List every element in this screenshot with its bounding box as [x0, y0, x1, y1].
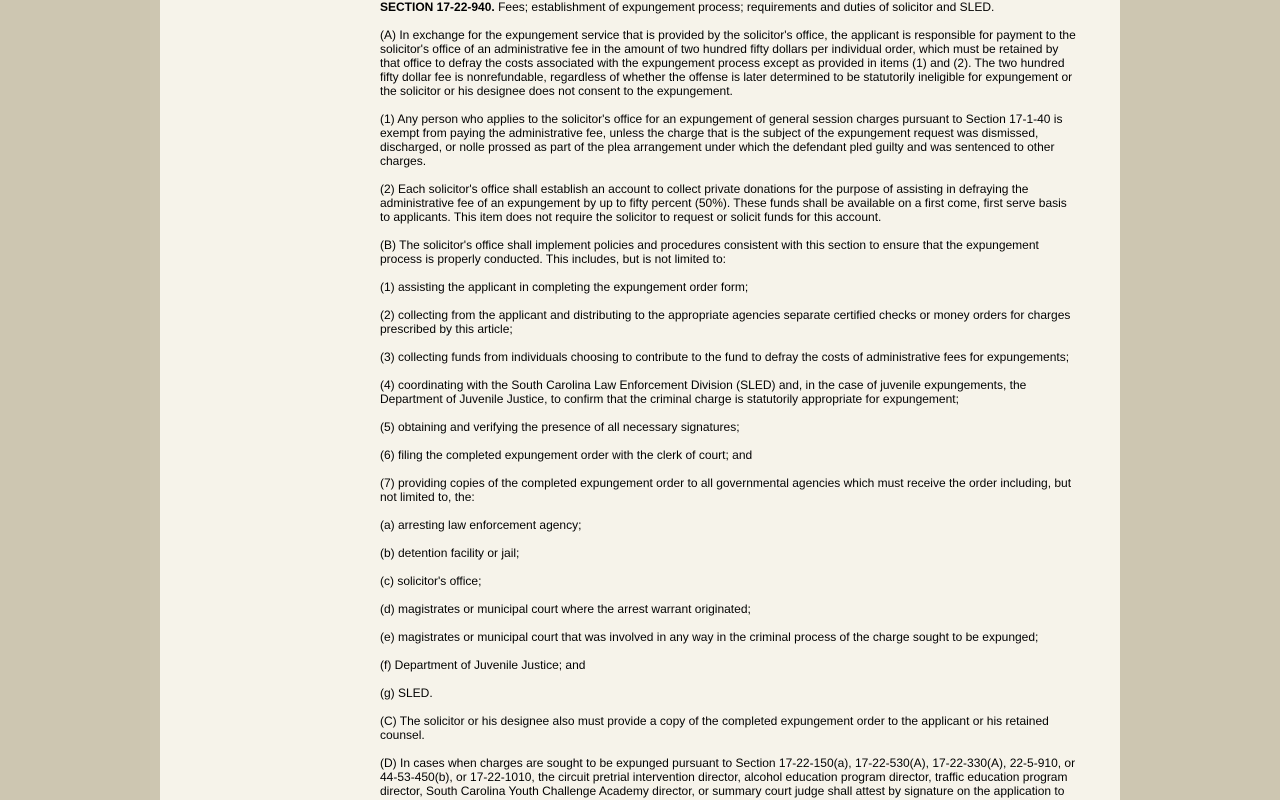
- paragraph-b-7: (7) providing copies of the completed expungement order to all governmental agencies which must receive the order including, but not limited to, the:: [380, 476, 1072, 504]
- paragraph-b-1: (1) assisting the applicant in completing the expungement order form;: [380, 280, 749, 294]
- paragraph-b-7-g: (g) SLED.: [380, 686, 433, 700]
- paragraph-b-2: (2) collecting from the applicant and distributing to the appropriate agencies separate certified checks or money orders for charges prescribed by this article;: [380, 308, 1071, 336]
- paragraph-b-5: (5) obtaining and verifying the presence of all necessary signatures;: [380, 420, 740, 434]
- paragraph-b-7-a: (a) arresting law enforcement agency;: [380, 518, 582, 532]
- paragraph-d: (D) In cases when charges are sought to be expunged pursuant to Section 17-22-150(a), 17-22-530(A), 17-22-330(A), 22-5-910, or 44-53-450(b), or 17-22-1010, the circuit pretrial intervention director, alcohol education program director, traffic education program director, South Carolina Youth Challenge Academy director, or summary court judge shall attest by signature on the application to: [380, 756, 1076, 798]
- paragraph-b-6: (6) filing the completed expungement order with the clerk of court; and: [380, 448, 753, 462]
- paragraph-a: (A) In exchange for the expungement service that is provided by the solicitor's office, the applicant is responsible for payment to the solicitor's office of an administrative fee in the amount of two hundred fifty dollars per individual order, which must be retained by that office to defray the costs associated with the expungement process except as provided in items (1) and (2). The two hundred fifty dollar fee is nonrefundable, regardless of whether the offense is later determined to be statutorily ineligible for expungement or the solicitor or his designee does not consent to the expungement.: [380, 28, 1076, 98]
- paragraph-b-7-e: (e) magistrates or municipal court that was involved in any way in the criminal process of the charge sought to be expunged;: [380, 630, 1039, 644]
- paragraph-b-7-c: (c) solicitor's office;: [380, 574, 482, 588]
- statute-page: [160, 0, 1120, 800]
- paragraph-a-1: (1) Any person who applies to the solicitor's office for an expungement of general session charges pursuant to Section 17-1-40 is exempt from paying the administrative fee, unless the charge that is the subject of the expungement request was dismissed, discharged, or nolle prossed as part of the plea arrangement under which the defendant pled guilty and was sentenced to other charges.: [380, 112, 1063, 168]
- section-heading: [380, 0, 1077, 14]
- paragraph-b-4: (4) coordinating with the South Carolina Law Enforcement Division (SLED) and, in the case of juvenile expungements, the Department of Juvenile Justice, to confirm that the criminal charge is statutorily appropriate for expungement;: [380, 378, 1027, 406]
- section-number: SECTION 17-22-940.: [380, 0, 495, 14]
- paragraph-b-7-d: (d) magistrates or municipal court where the arrest warrant originated;: [380, 602, 751, 616]
- statute-content: [380, 0, 1077, 798]
- paragraph-b: (B) The solicitor's office shall implement policies and procedures consistent with this section to ensure that the expungement process is properly conducted. This includes, but is not limited to:: [380, 238, 1039, 266]
- paragraph-c: (C) The solicitor or his designee also must provide a copy of the completed expungement order to the applicant or his retained counsel.: [380, 714, 1049, 742]
- paragraph-b-3: (3) collecting funds from individuals choosing to contribute to the fund to defray the costs of administrative fees for expungements;: [380, 350, 1070, 364]
- section-title: Fees; establishment of expungement process; requirements and duties of solicitor and SLED.: [498, 0, 995, 14]
- paragraph-a-2: (2) Each solicitor's office shall establish an account to collect private donations for the purpose of assisting in defraying the administrative fee of an expungement by up to fifty percent (50%). These funds shall be available on a first come, first serve basis to applicants. This item does not require the solicitor to request or solicit funds for this account.: [380, 182, 1067, 224]
- paragraph-b-7-b: (b) detention facility or jail;: [380, 546, 520, 560]
- paragraph-b-7-f: (f) Department of Juvenile Justice; and: [380, 658, 586, 672]
